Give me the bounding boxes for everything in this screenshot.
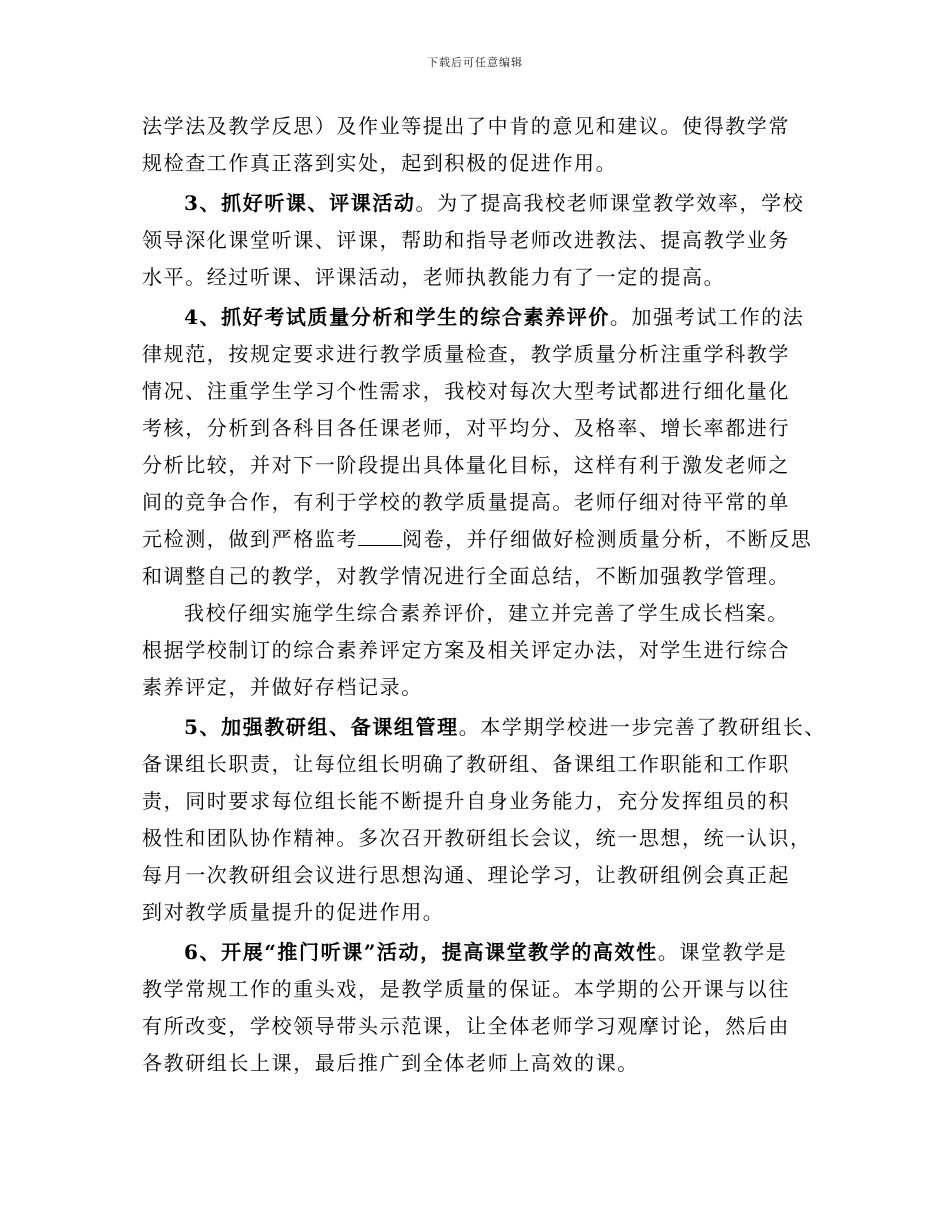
paragraph-line: 我校仔细实施学生综合素养评价，建立并完善了学生成长档案。 xyxy=(184,601,789,625)
paragraph-line: 律规范，按规定要求进行教学质量检查，教学质量分析注重学科教学 xyxy=(142,342,790,366)
paragraph-line: 根据学校制订的综合素养评定方案及相关评定办法，对学生进行综合 xyxy=(142,638,790,662)
paragraph-line: 水平。经过听课、评课活动，老师执教能力有了一定的提高。 xyxy=(142,265,726,289)
paragraph-text: 阅卷，并仔细做好检测质量分析，不断反思 xyxy=(402,527,813,551)
paragraph-line: 法学法及教学反思）及作业等提出了中肯的意见和建议。使得教学常 xyxy=(142,114,790,138)
paragraph-line xyxy=(142,185,814,222)
paragraph-line xyxy=(142,934,814,971)
paragraph-line: 备课组长职责，让每位组长明确了教研组、备课组工作职能和工作职 xyxy=(142,752,790,776)
page-header: 下载后可任意编辑 xyxy=(427,56,523,69)
paragraph-text: 。为了提高我校老师课堂教学效率，学校 xyxy=(415,191,805,215)
paragraph-line: 规检查工作真正落到实处，起到积极的促进作用。 xyxy=(142,151,618,175)
paragraph-line: 领导深化课堂听课、评课，帮助和指导老师改进教法、提高教学业务 xyxy=(142,228,790,252)
paragraph-line: 间的竞争合作，有利于学校的教学质量提高。老师仔细对待平常的单 xyxy=(142,490,790,514)
paragraph-text: 。本学期学校进一步完善了教研组长、 xyxy=(458,715,826,739)
paragraph-text: 。课堂教学是 xyxy=(657,940,788,964)
section-heading: 5、加强教研组、备课组管理 xyxy=(184,715,459,739)
paragraph-line: 极性和团队协作精神。多次召开教研组长会议，统一思想，统一认识， xyxy=(142,826,812,850)
paragraph-text: 。加强考试工作的法 xyxy=(609,305,805,329)
fill-in-blank xyxy=(358,523,402,546)
paragraph-line: 到对教学质量提升的促进作用。 xyxy=(142,900,445,924)
paragraph-line: 分析比较，并对下一阶段提出具体量化目标，这样有利于激发老师之 xyxy=(142,453,790,477)
document-body xyxy=(142,108,826,1082)
section-heading: 3、抓好听课、评课活动 xyxy=(184,191,416,215)
paragraph-text: 元检测，做到严格监考 xyxy=(142,527,358,551)
paragraph-line: 各教研组长上课，最后推广到全体老师上高效的课。 xyxy=(142,1051,639,1075)
paragraph-line: 素养评定，并做好存档记录。 xyxy=(142,675,423,699)
paragraph-line xyxy=(142,709,826,746)
paragraph-line: 考核，分析到各科目各任课老师，对平均分、及格率、增长率都进行 xyxy=(142,416,790,440)
paragraph-line: 有所改变，学校领导带头示范课，让全体老师学习观摩讨论，然后由 xyxy=(142,1014,790,1038)
paragraph-line: 和调整自己的教学，对教学情况进行全面总结，不断加强教学管理。 xyxy=(142,564,790,588)
paragraph-line: 情况、注重学生学习个性需求，我校对每次大型考试都进行细化量化 xyxy=(142,379,790,403)
paragraph-line xyxy=(142,521,814,558)
section-heading: 4、抓好考试质量分析和学生的综合素养评价 xyxy=(184,305,610,329)
paragraph-line: 教学常规工作的重头戏，是教学质量的保证。本学期的公开课与以往 xyxy=(142,977,790,1001)
section-heading: 6、开展“推门听课”活动，提高课堂教学的高效性 xyxy=(184,940,658,964)
paragraph-line: 责，同时要求每位组长能不断提升自身业务能力，充分发挥组员的积 xyxy=(142,789,790,813)
paragraph-line: 每月一次教研组会议进行思想沟通、理论学习，让教研组例会真正起 xyxy=(142,863,790,887)
paragraph-line xyxy=(142,299,814,336)
